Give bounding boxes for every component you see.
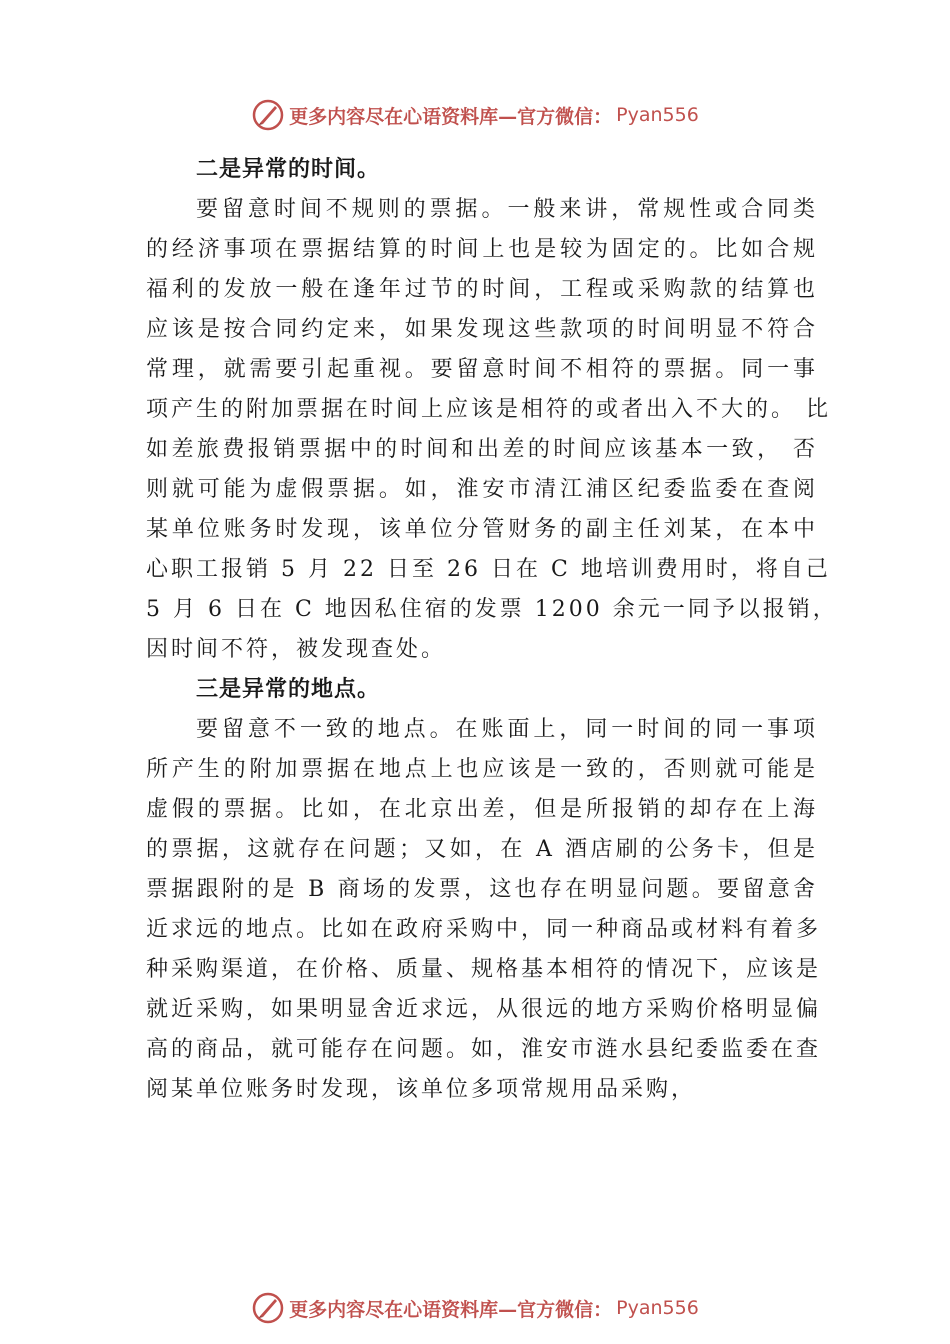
text-line: 所产生的附加票据在地点上也应该是一致的，否则就可能是 [146, 757, 818, 782]
watermark-contact: Pyan556 [616, 104, 699, 126]
text-line: 5 月 6 日在 C 地因私住宿的发票 1200 余元一同予以报销， [146, 597, 838, 622]
text-line: 某单位账务时发现，该单位分管财务的副主任刘某，在本中 [146, 517, 818, 542]
text-line: 虚假的票据。比如，在北京出差，但是所报销的却存在上海 [146, 797, 818, 822]
text-line: 要留意时间不规则的票据。一般来讲，常规性或合同类 [196, 197, 818, 222]
text-line: 福利的发放一般在逢年过节的时间，工程或采购款的结算也 [146, 277, 818, 302]
text-line: 要留意不一致的地点。在账面上，同一时间的同一事项 [196, 717, 818, 742]
text-line: 种采购渠道，在价格、质量、规格基本相符的情况下，应该是 [146, 957, 822, 982]
text-line: 因时间不符，被发现查处。 [146, 637, 447, 662]
paragraph-abnormal-location [146, 710, 822, 1110]
text-line: 则就可能为虚假票据。如，淮安市清江浦区纪委监委在查阅 [146, 477, 818, 502]
text-line: 的票据，这就存在问题；又如，在 A 酒店刷的公务卡，但是 [146, 837, 818, 862]
text-line: 如差旅费报销票据中的时间和出差的时间应该基本一致， 否 [146, 437, 818, 462]
text-line: 票据跟附的是 B 商场的发票，这也存在明显问题。要留意舍 [146, 877, 818, 902]
text-line: 就近采购，如果明显舍近求远，从很远的地方采购价格明显偏 [146, 997, 822, 1022]
document-body [146, 150, 838, 1110]
text-line: 项产生的附加票据在时间上应该是相符的或者出入不大的。 比 [146, 397, 831, 422]
watermark-contact: Pyan556 [616, 1297, 699, 1319]
watermark-text: 更多内容尽在心语资料库—官方微信： [289, 1298, 613, 1321]
text-line: 高的商品，就可能存在问题。如，淮安市涟水县纪委监委在查 [146, 1037, 822, 1062]
text-line: 的经济事项在票据结算的时间上也是较为固定的。比如合规 [146, 237, 818, 262]
text-line: 阅某单位账务时发现，该单位多项常规用品采购， [146, 1077, 697, 1102]
text-line: 常理，就需要引起重视。要留意时间不相符的票据。同一事 [146, 357, 818, 382]
footer-watermark [0, 1288, 950, 1328]
paragraph-abnormal-time [146, 190, 838, 670]
quill-logo-icon [251, 1291, 285, 1325]
text-line: 心职工报销 5 月 22 日至 26 日在 C 地培训费用时，将自己 [146, 557, 831, 582]
header-watermark [0, 95, 950, 135]
watermark-text: 更多内容尽在心语资料库—官方微信： [289, 105, 613, 128]
text-line: 应该是按合同约定来，如果发现这些款项的时间明显不符合 [146, 317, 818, 342]
section-heading-location: 三是异常的地点。 [196, 677, 381, 702]
quill-logo-icon [251, 98, 285, 132]
section-heading-time: 二是异常的时间。 [196, 157, 381, 182]
text-line: 近求远的地点。比如在政府采购中，同一种商品或材料有着多 [146, 917, 822, 942]
